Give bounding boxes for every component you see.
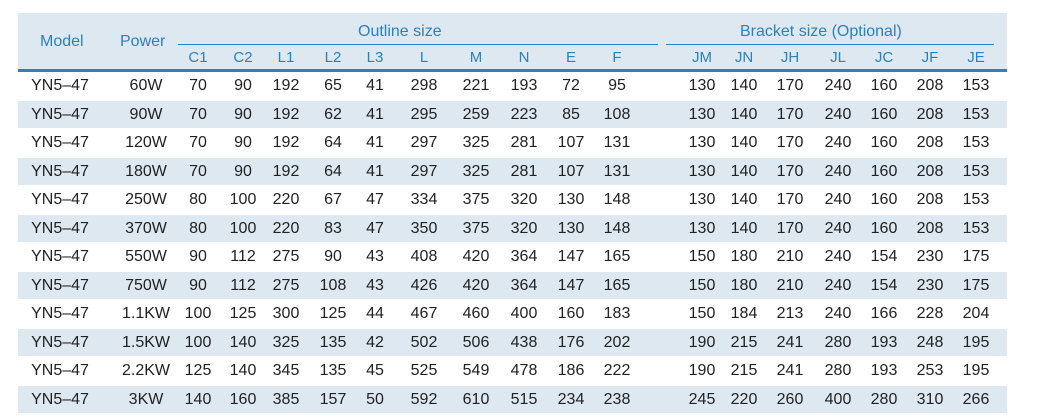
- value-cell: 135: [319, 362, 347, 379]
- value-cell: 42: [366, 333, 384, 351]
- model-cell: YN5–47: [31, 219, 89, 237]
- value-cell: 41: [366, 134, 384, 151]
- value-cell: 228: [916, 305, 944, 322]
- value-cell: 160: [229, 390, 257, 408]
- value-cell: 192: [272, 105, 300, 123]
- value-cell: 90: [234, 134, 252, 151]
- value-cell: 170: [776, 162, 804, 180]
- value-cell: 160: [870, 134, 898, 151]
- value-cell: 85: [562, 105, 580, 123]
- column-header-m: M: [469, 49, 483, 66]
- value-cell: 43: [366, 248, 384, 265]
- value-cell: 65: [324, 77, 342, 94]
- value-cell: 297: [410, 134, 438, 151]
- value-cell: 420: [462, 276, 490, 294]
- value-cell: 154: [870, 248, 898, 265]
- value-cell: 170: [776, 219, 804, 237]
- value-cell: 192: [272, 162, 300, 180]
- value-cell: 193: [510, 77, 538, 94]
- value-cell: 175: [962, 248, 990, 265]
- value-cell: 180: [730, 248, 758, 265]
- value-cell: 506: [462, 333, 490, 351]
- header-power: Power: [120, 33, 166, 50]
- value-cell: 140: [229, 333, 257, 351]
- table-row: [18, 215, 1007, 244]
- value-cell: 549: [462, 362, 490, 379]
- value-cell: 502: [410, 333, 438, 351]
- value-cell: 108: [319, 276, 347, 294]
- power-cell: 60W: [129, 77, 163, 94]
- column-header-jl: JL: [830, 49, 846, 66]
- bracket-group-underline: [666, 44, 994, 45]
- value-cell: 408: [410, 248, 438, 265]
- value-cell: 90: [234, 105, 252, 123]
- value-cell: 70: [189, 162, 207, 180]
- column-header-jh: JH: [780, 49, 800, 66]
- value-cell: 426: [410, 276, 438, 294]
- value-cell: 50: [366, 390, 384, 408]
- value-cell: 107: [557, 162, 585, 180]
- model-cell: YN5–47: [31, 333, 89, 351]
- value-cell: 160: [870, 162, 898, 180]
- value-cell: 166: [870, 305, 898, 322]
- value-cell: 160: [870, 77, 898, 94]
- column-header-jf: JF: [921, 49, 939, 66]
- value-cell: 140: [229, 362, 257, 379]
- value-cell: 221: [462, 77, 490, 94]
- value-cell: 240: [824, 276, 852, 294]
- power-cell: 1.1KW: [121, 305, 171, 322]
- value-cell: 100: [229, 219, 257, 237]
- value-cell: 180: [730, 276, 758, 294]
- value-cell: 213: [776, 305, 804, 322]
- value-cell: 238: [603, 390, 631, 408]
- value-cell: 140: [730, 134, 758, 151]
- model-cell: YN5–47: [31, 105, 89, 123]
- value-cell: 108: [603, 105, 631, 123]
- column-header-jm: JM: [692, 49, 712, 66]
- value-cell: 90: [324, 248, 342, 265]
- value-cell: 160: [557, 305, 585, 322]
- value-cell: 130: [688, 105, 716, 123]
- value-cell: 310: [916, 390, 944, 408]
- value-cell: 223: [510, 105, 538, 123]
- value-cell: 130: [557, 219, 585, 237]
- value-cell: 147: [557, 248, 585, 265]
- value-cell: 298: [410, 77, 438, 94]
- column-header-jn: JN: [734, 49, 754, 66]
- value-cell: 208: [916, 191, 944, 208]
- value-cell: 72: [562, 77, 580, 94]
- table-row: [18, 158, 1007, 187]
- value-cell: 280: [824, 362, 852, 379]
- value-cell: 140: [730, 219, 758, 237]
- spec-table: [18, 13, 1007, 414]
- value-cell: 170: [776, 191, 804, 208]
- value-cell: 190: [688, 333, 716, 351]
- value-cell: 297: [410, 162, 438, 180]
- column-header-c1: C1: [188, 49, 208, 66]
- value-cell: 186: [557, 362, 585, 379]
- value-cell: 280: [824, 333, 852, 351]
- power-cell: 2.2KW: [121, 362, 171, 379]
- value-cell: 160: [870, 219, 898, 237]
- column-header-l: L: [419, 49, 429, 66]
- value-cell: 148: [603, 219, 631, 237]
- value-cell: 240: [824, 105, 852, 123]
- value-cell: 345: [272, 362, 300, 379]
- value-cell: 150: [688, 248, 716, 265]
- value-cell: 153: [962, 77, 990, 94]
- table-row: [18, 101, 1007, 130]
- value-cell: 140: [730, 105, 758, 123]
- value-cell: 215: [730, 333, 758, 351]
- column-header-e: E: [565, 49, 577, 66]
- value-cell: 190: [688, 362, 716, 379]
- value-cell: 41: [366, 162, 384, 180]
- value-cell: 208: [916, 162, 944, 180]
- value-cell: 364: [510, 248, 538, 265]
- value-cell: 47: [366, 219, 384, 237]
- value-cell: 275: [272, 248, 300, 265]
- value-cell: 184: [730, 305, 758, 322]
- value-cell: 350: [410, 219, 438, 237]
- value-cell: 240: [824, 134, 852, 151]
- header-model: Model: [40, 33, 84, 50]
- value-cell: 170: [776, 77, 804, 94]
- table-row: [18, 300, 1007, 329]
- value-cell: 130: [688, 134, 716, 151]
- value-cell: 192: [272, 77, 300, 94]
- value-cell: 525: [410, 362, 438, 379]
- value-cell: 260: [776, 390, 804, 408]
- value-cell: 43: [366, 276, 384, 294]
- value-cell: 610: [462, 390, 490, 408]
- value-cell: 220: [730, 390, 758, 408]
- value-cell: 478: [510, 362, 538, 379]
- value-cell: 320: [510, 191, 538, 208]
- model-cell: YN5–47: [31, 77, 89, 94]
- value-cell: 240: [824, 191, 852, 208]
- value-cell: 241: [776, 333, 804, 351]
- outline-group-underline: [178, 44, 658, 45]
- value-cell: 281: [510, 134, 538, 151]
- value-cell: 241: [776, 362, 804, 379]
- value-cell: 325: [462, 134, 490, 151]
- table-row: [18, 272, 1007, 301]
- value-cell: 67: [324, 191, 342, 208]
- value-cell: 375: [462, 191, 490, 208]
- value-cell: 253: [916, 362, 944, 379]
- value-cell: 90: [234, 77, 252, 94]
- value-cell: 592: [410, 390, 438, 408]
- value-cell: 170: [776, 105, 804, 123]
- value-cell: 130: [688, 219, 716, 237]
- value-cell: 112: [230, 248, 256, 265]
- model-cell: YN5–47: [31, 276, 89, 294]
- value-cell: 90: [189, 276, 207, 294]
- column-header-je: JE: [967, 49, 985, 66]
- table-row: [18, 243, 1007, 272]
- table-row: [18, 357, 1007, 386]
- value-cell: 208: [916, 77, 944, 94]
- value-cell: 210: [776, 276, 804, 294]
- value-cell: 420: [462, 248, 490, 265]
- value-cell: 83: [324, 219, 342, 237]
- value-cell: 80: [189, 191, 207, 208]
- value-cell: 90: [189, 248, 207, 265]
- column-header-l1: L1: [277, 49, 295, 66]
- value-cell: 125: [229, 305, 257, 322]
- value-cell: 460: [462, 305, 490, 322]
- value-cell: 131: [603, 162, 631, 180]
- value-cell: 160: [870, 191, 898, 208]
- value-cell: 208: [916, 219, 944, 237]
- value-cell: 202: [603, 333, 631, 351]
- value-cell: 208: [916, 105, 944, 123]
- value-cell: 70: [189, 77, 207, 94]
- value-cell: 183: [603, 305, 631, 322]
- value-cell: 176: [557, 333, 585, 351]
- value-cell: 153: [962, 219, 990, 237]
- value-cell: 240: [824, 248, 852, 265]
- model-cell: YN5–47: [31, 162, 89, 180]
- value-cell: 150: [688, 305, 716, 322]
- value-cell: 195: [962, 333, 990, 351]
- value-cell: 157: [319, 390, 347, 408]
- value-cell: 281: [510, 162, 538, 180]
- column-header-f: F: [612, 49, 622, 66]
- value-cell: 125: [184, 362, 212, 379]
- power-cell: 180W: [125, 162, 167, 180]
- value-cell: 325: [462, 162, 490, 180]
- value-cell: 140: [730, 77, 758, 94]
- value-cell: 140: [184, 390, 212, 408]
- power-cell: 250W: [125, 191, 167, 208]
- power-cell: 90W: [129, 105, 163, 123]
- value-cell: 240: [824, 77, 852, 94]
- value-cell: 148: [603, 191, 631, 208]
- power-cell: 3KW: [128, 390, 164, 408]
- value-cell: 47: [366, 191, 384, 208]
- column-header-l2: L2: [324, 49, 342, 66]
- value-cell: 248: [916, 333, 944, 351]
- value-cell: 125: [319, 305, 347, 322]
- power-cell: 750W: [125, 276, 167, 294]
- model-cell: YN5–47: [31, 362, 89, 379]
- value-cell: 385: [272, 390, 300, 408]
- value-cell: 364: [510, 276, 538, 294]
- power-cell: 120W: [125, 134, 167, 151]
- value-cell: 230: [916, 248, 944, 265]
- value-cell: 193: [870, 333, 898, 351]
- value-cell: 153: [962, 191, 990, 208]
- value-cell: 215: [730, 362, 758, 379]
- table-header: [18, 13, 1007, 69]
- value-cell: 266: [962, 390, 990, 408]
- value-cell: 240: [824, 305, 852, 322]
- value-cell: 160: [870, 105, 898, 123]
- value-cell: 195: [962, 362, 990, 379]
- value-cell: 153: [962, 134, 990, 151]
- value-cell: 222: [603, 362, 631, 379]
- value-cell: 131: [603, 134, 631, 151]
- value-cell: 165: [603, 276, 631, 294]
- value-cell: 375: [462, 219, 490, 237]
- value-cell: 438: [510, 333, 538, 351]
- value-cell: 130: [688, 162, 716, 180]
- value-cell: 100: [184, 333, 212, 351]
- value-cell: 165: [603, 248, 631, 265]
- value-cell: 153: [962, 105, 990, 123]
- value-cell: 204: [962, 305, 990, 322]
- value-cell: 208: [916, 134, 944, 151]
- value-cell: 170: [776, 134, 804, 151]
- value-cell: 400: [510, 305, 538, 322]
- table-row: [18, 129, 1007, 158]
- value-cell: 44: [366, 305, 384, 322]
- value-cell: 245: [688, 390, 716, 408]
- value-cell: 193: [870, 362, 898, 379]
- value-cell: 41: [366, 77, 384, 94]
- value-cell: 45: [366, 362, 384, 379]
- column-header-l3: L3: [366, 49, 384, 66]
- table-row: [18, 329, 1007, 358]
- value-cell: 41: [366, 105, 384, 123]
- value-cell: 147: [557, 276, 585, 294]
- value-cell: 230: [916, 276, 944, 294]
- value-cell: 112: [230, 276, 256, 294]
- value-cell: 515: [510, 390, 538, 408]
- value-cell: 320: [510, 219, 538, 237]
- value-cell: 280: [870, 390, 898, 408]
- column-header-n: N: [518, 49, 530, 66]
- value-cell: 467: [410, 305, 438, 322]
- model-cell: YN5–47: [31, 305, 89, 322]
- header-outline-size: Outline size: [358, 23, 442, 40]
- value-cell: 210: [776, 248, 804, 265]
- value-cell: 130: [688, 191, 716, 208]
- value-cell: 325: [272, 333, 300, 351]
- value-cell: 240: [824, 162, 852, 180]
- model-cell: YN5–47: [31, 191, 89, 208]
- value-cell: 64: [324, 162, 342, 180]
- power-cell: 370W: [125, 219, 167, 237]
- model-cell: YN5–47: [31, 134, 89, 151]
- value-cell: 400: [824, 390, 852, 408]
- model-cell: YN5–47: [31, 248, 89, 265]
- value-cell: 140: [730, 162, 758, 180]
- value-cell: 259: [462, 105, 490, 123]
- value-cell: 100: [229, 191, 257, 208]
- header-bracket-size: Bracket size (Optional): [740, 23, 902, 40]
- value-cell: 220: [272, 219, 300, 237]
- value-cell: 130: [688, 77, 716, 94]
- value-cell: 95: [608, 77, 626, 94]
- value-cell: 70: [189, 105, 207, 123]
- value-cell: 70: [189, 134, 207, 151]
- value-cell: 175: [962, 276, 990, 294]
- value-cell: 100: [184, 305, 212, 322]
- value-cell: 107: [557, 134, 585, 151]
- value-cell: 153: [962, 162, 990, 180]
- column-header-c2: C2: [233, 49, 253, 66]
- value-cell: 130: [557, 191, 585, 208]
- value-cell: 300: [272, 305, 300, 322]
- table-row: [18, 72, 1007, 101]
- value-cell: 150: [688, 276, 716, 294]
- value-cell: 64: [324, 134, 342, 151]
- value-cell: 62: [324, 105, 342, 123]
- value-cell: 275: [272, 276, 300, 294]
- value-cell: 154: [870, 276, 898, 294]
- table-row: [18, 186, 1007, 215]
- value-cell: 234: [557, 390, 585, 408]
- value-cell: 135: [319, 333, 347, 351]
- value-cell: 240: [824, 219, 852, 237]
- value-cell: 90: [234, 162, 252, 180]
- value-cell: 295: [410, 105, 438, 123]
- value-cell: 334: [410, 191, 438, 208]
- model-cell: YN5–47: [31, 390, 89, 408]
- value-cell: 140: [730, 191, 758, 208]
- value-cell: 220: [272, 191, 300, 208]
- value-cell: 80: [189, 219, 207, 237]
- power-cell: 550W: [125, 248, 167, 265]
- column-header-jc: JC: [874, 49, 894, 66]
- value-cell: 192: [272, 134, 300, 151]
- power-cell: 1.5KW: [121, 333, 171, 351]
- table-body: [18, 72, 1007, 414]
- table-row: [18, 386, 1007, 415]
